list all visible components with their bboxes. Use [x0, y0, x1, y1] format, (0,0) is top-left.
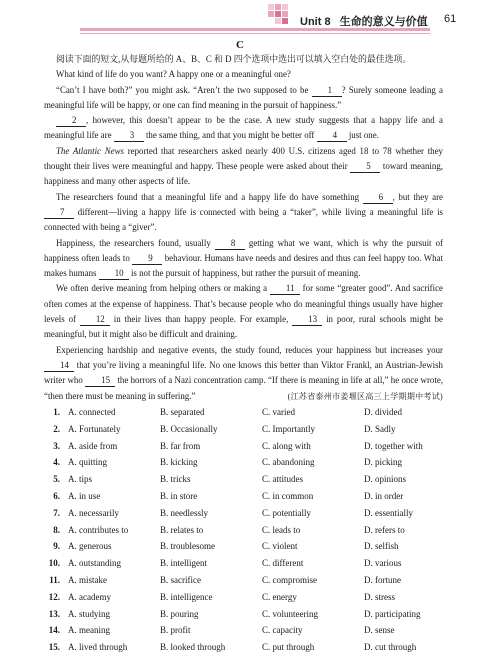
option-d[interactable]: D. together with	[364, 440, 423, 451]
blank-13[interactable]: 13	[292, 314, 322, 326]
option-b[interactable]: B. sacrifice	[160, 574, 201, 585]
question-number: 13.	[48, 608, 60, 619]
blank-6[interactable]: 6	[363, 192, 393, 204]
passage-text: The Atlantic News	[56, 145, 124, 156]
blank-3[interactable]: 3	[114, 130, 144, 142]
option-row	[44, 438, 444, 455]
option-b[interactable]: B. Occasionally	[160, 423, 218, 434]
passage-text: getting what we want, which is why the pursuit of happiness often leads to	[44, 237, 443, 263]
paragraph-p7	[44, 281, 443, 342]
option-a[interactable]: A. mistake	[68, 574, 107, 585]
option-b[interactable]: B. troublesome	[160, 541, 215, 552]
options-list	[44, 404, 444, 656]
blank-7[interactable]: 7	[44, 207, 74, 219]
section-label: C	[236, 39, 244, 51]
option-row	[44, 538, 444, 555]
option-row	[44, 606, 444, 623]
option-a[interactable]: A. aside from	[68, 440, 118, 451]
option-row	[44, 555, 444, 572]
option-c[interactable]: C. along with	[262, 440, 311, 451]
option-b[interactable]: B. intelligent	[160, 558, 207, 569]
option-c[interactable]: C. violent	[262, 541, 298, 552]
passage-text: in poor, rural schools might be meaningful, but it might also be difficult and draining.	[44, 314, 443, 340]
option-c[interactable]: C. varied	[262, 407, 295, 417]
passage-text: We often derive meaning from helping others or making a	[56, 283, 270, 294]
option-row	[44, 589, 444, 606]
passage-text: behaviour. Humans have needs and desires and thus can feel happy too. What makes humans	[44, 252, 443, 279]
passage-text: What kind of life do you want? A happy one or a meaningful one?	[56, 69, 291, 80]
question-number: 8.	[53, 524, 60, 535]
passage-text: that you’re living a meaningful life. No one knows this better than Viktor Frankl, an Austrian-Jewish writer who	[44, 359, 443, 386]
question-number: 15.	[48, 642, 60, 653]
option-b[interactable]: B. intelligence	[160, 591, 213, 602]
question-number: 1.	[53, 407, 60, 417]
passage	[44, 52, 443, 404]
instruction: 阅读下面的短文,从每题所给的 A、B、C 和 D 四个选项中选出可以填入空白处的最佳选项。	[56, 54, 412, 64]
question-number: 5.	[53, 474, 60, 485]
option-d[interactable]: D. stress	[364, 591, 395, 602]
option-c[interactable]: C. put through	[262, 642, 315, 653]
question-number: 14.	[48, 625, 60, 636]
passage-text: just one.	[346, 130, 379, 141]
option-c[interactable]: C. Importantly	[262, 423, 315, 434]
decorative-squares-icon	[268, 4, 290, 26]
option-d[interactable]: D. sense	[364, 625, 395, 636]
option-b[interactable]: B. in store	[160, 490, 198, 501]
option-d[interactable]: D. Sadly	[364, 423, 396, 434]
page-header	[0, 0, 480, 40]
question-number: 2.	[53, 423, 60, 434]
option-row	[44, 488, 444, 505]
option-row	[44, 471, 444, 488]
option-c[interactable]: C. volunteering	[262, 608, 318, 619]
option-a[interactable]: A. meaning	[68, 625, 110, 636]
option-d[interactable]: D. in order	[364, 490, 404, 501]
option-d[interactable]: D. fortune	[364, 574, 401, 585]
blank-5[interactable]: 5	[350, 161, 380, 173]
question-number: 10.	[48, 558, 60, 569]
passage-text: reported that researchers asked nearly 400 U.S. citizens aged 18 to 78 whether they thought their lives were meaningful and happy. These people were asked about their	[44, 145, 443, 172]
paragraph-p1	[44, 67, 443, 82]
paragraph-p8	[44, 343, 443, 404]
option-c[interactable]: C. attitudes	[262, 474, 303, 485]
blank-10[interactable]: 10	[99, 268, 129, 280]
blank-12[interactable]: 12	[80, 314, 110, 326]
option-d[interactable]: D. participating	[364, 608, 421, 619]
option-a[interactable]: A. quitting	[68, 457, 108, 468]
option-d[interactable]: D. divided	[364, 407, 402, 417]
option-c[interactable]: C. abandoning	[262, 457, 315, 468]
option-row	[44, 622, 444, 639]
option-a[interactable]: A. lived through	[68, 642, 128, 653]
option-a[interactable]: A. in use	[68, 490, 101, 501]
passage-text: Experiencing hardship and negative events, the study found, reduces your happiness but increases your	[56, 344, 443, 355]
blank-9[interactable]: 9	[132, 253, 162, 265]
option-a[interactable]: A. academy	[68, 591, 111, 602]
option-b[interactable]: B. relates to	[160, 524, 204, 535]
passage-text: toward meaning, happiness and many other aspects of life.	[44, 161, 443, 187]
option-a[interactable]: A. connected	[68, 407, 116, 417]
option-row	[44, 639, 444, 656]
option-c[interactable]: C. in common	[262, 490, 314, 501]
unit-topic: 生命的意义与价值	[339, 16, 428, 28]
header-rule	[80, 28, 430, 31]
option-c[interactable]: C. different	[262, 558, 304, 569]
paragraph-p4	[44, 144, 443, 190]
passage-text: for some “greater good”. And sacrifice often comes at the expense of happiness. That’s because people who do meaningful things usually have higher levels of	[44, 283, 443, 325]
option-d[interactable]: D. opinions	[364, 474, 407, 485]
paragraph-p3	[44, 113, 443, 144]
blank-1[interactable]: 1	[312, 85, 342, 97]
passage-body	[44, 67, 443, 404]
paragraph-p5	[44, 190, 443, 236]
option-row	[44, 522, 444, 539]
blank-4[interactable]: 4	[317, 130, 347, 142]
option-a[interactable]: A. necessarily	[68, 507, 119, 518]
blank-15[interactable]: 15	[85, 375, 115, 387]
option-c[interactable]: C. energy	[262, 591, 297, 602]
option-a[interactable]: A. studying	[68, 608, 111, 619]
blank-2[interactable]: 2	[56, 115, 86, 127]
blank-11[interactable]: 11	[270, 283, 300, 295]
question-number: 4.	[53, 457, 60, 468]
question-number: 12.	[48, 591, 60, 602]
paragraph-p6	[44, 236, 443, 282]
option-d[interactable]: D. picking	[364, 457, 402, 468]
option-a[interactable]: A. contributes to	[68, 524, 129, 535]
option-b[interactable]: B. profit	[160, 625, 191, 636]
question-number: 3.	[53, 440, 60, 451]
option-row	[44, 505, 444, 522]
unit-label: Unit 8	[300, 16, 331, 28]
option-d[interactable]: D. selfish	[364, 541, 399, 552]
option-d[interactable]: D. cut through	[364, 642, 417, 653]
passage-text: “Can’t I have both?” you might ask. “Aren’t the two supposed to be	[56, 84, 312, 95]
blank-14[interactable]: 14	[44, 360, 74, 372]
passage-text: , however, this doesn’t appear to be the case. A new study suggests that a happy life and a meaningful life are	[44, 115, 443, 141]
option-b[interactable]: B. far from	[160, 440, 201, 451]
option-a[interactable]: A. outstanding	[68, 558, 121, 569]
passage-text: Happiness, the researchers found, usually	[56, 237, 215, 248]
passage-text: the same thing, and that you might be better off	[143, 130, 317, 141]
option-a[interactable]: A. tips	[68, 474, 93, 485]
passage-text: in their lives than happy people. For example,	[109, 314, 293, 325]
option-row	[44, 421, 444, 438]
passage-text: ? Surely someone leading a meaningful life will be happy, or one can find meaning in the pursuit of happiness.”	[44, 84, 443, 110]
question-number: 9.	[53, 541, 60, 552]
option-b[interactable]: B. tricks	[160, 474, 191, 485]
option-a[interactable]: A. generous	[68, 541, 112, 552]
passage-text: the horrors of a Nazi concentration camp. “If there is meaning in life at all,” he once wrote, “then there must be meaning in suffering.”	[44, 375, 443, 401]
option-c[interactable]: C. capacity	[262, 625, 303, 636]
option-a[interactable]: A. Fortunately	[68, 423, 121, 434]
option-row	[44, 572, 444, 589]
option-c[interactable]: C. potentially	[262, 507, 311, 518]
option-b[interactable]: B. kicking	[160, 457, 198, 468]
passage-text: The researchers found that a meaningful life and a happy life do have something	[56, 191, 363, 202]
passage-text: is not the pursuit of happiness, but rather the pursuit of meaning.	[128, 268, 361, 279]
option-c[interactable]: C. compromise	[262, 574, 317, 585]
page-number: 61	[444, 13, 457, 25]
option-b[interactable]: B. looked through	[160, 642, 226, 653]
option-d[interactable]: D. essentially	[364, 507, 413, 518]
passage-text: different—living a happy life is connected with being a “taker”, while living a meaningful life is connected with being a “giver”.	[44, 206, 443, 233]
option-d[interactable]: D. various	[364, 558, 402, 569]
passage-text: , but they are	[392, 191, 443, 202]
question-number: 7.	[53, 507, 60, 518]
header-rule-thin	[80, 33, 430, 34]
option-d[interactable]: D. refers to	[364, 524, 405, 535]
option-c[interactable]: C. leads to	[262, 524, 301, 535]
blank-8[interactable]: 8	[215, 238, 245, 250]
option-row	[44, 404, 444, 421]
option-b[interactable]: B. separated	[160, 407, 205, 417]
option-b[interactable]: B. pouring	[160, 608, 199, 619]
paragraph-p2	[44, 83, 443, 114]
question-number: 6.	[53, 490, 60, 501]
source-note: (江苏省泰州市姜堰区高三上学期期中考试)	[287, 391, 443, 401]
option-row	[44, 454, 444, 471]
header-title	[300, 13, 434, 29]
question-number: 11.	[49, 574, 60, 585]
option-b[interactable]: B. needlessly	[160, 507, 208, 518]
